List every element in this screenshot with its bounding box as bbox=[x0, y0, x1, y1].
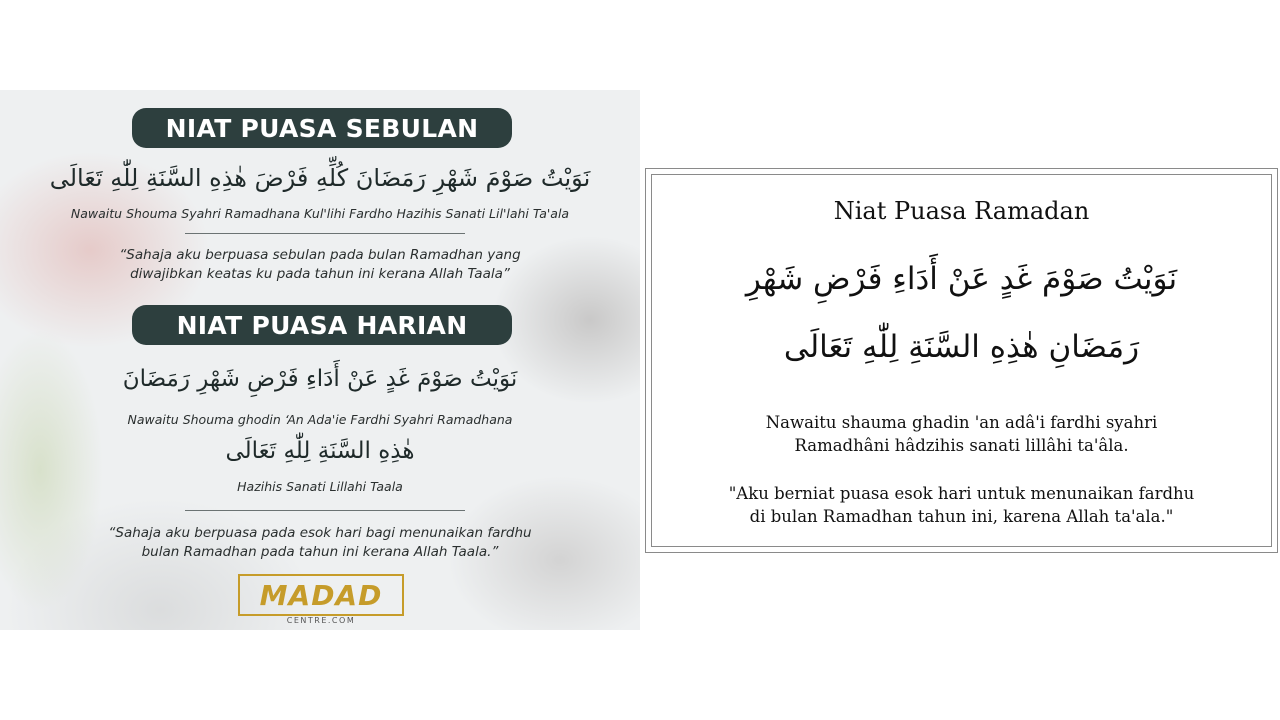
divider bbox=[185, 233, 465, 234]
transliteration-niat-harian-line2: Hazihis Sanati Lillahi Taala bbox=[237, 479, 403, 494]
madad-logo-subtitle: CENTRE.COM bbox=[286, 616, 356, 625]
madad-logo: MADAD bbox=[238, 574, 404, 616]
card-arabic-line1: نَوَيْتُ صَوْمَ غَدٍ عَنْ أَدَاءِ فَرْضِ شَهْرِ bbox=[745, 261, 1178, 297]
arabic-niat-sebulan: نَوَيْتُ صَوْمَ شَهْرِ رَمَضَانَ كُلِّهِ فَرْضَ هٰذِهِ السَّنَةِ لِلّٰهِ تَعَالَى bbox=[49, 164, 591, 192]
heading-niat-puasa-harian: NIAT PUASA HARIAN bbox=[132, 305, 512, 345]
arabic-niat-harian-line1: نَوَيْتُ صَوْمَ غَدٍ عَنْ أَدَاءِ فَرْضِ شَهْرِ رَمَضَانَ bbox=[122, 366, 518, 392]
niat-puasa-poster bbox=[0, 90, 640, 630]
niat-puasa-ramadan-card bbox=[645, 168, 1278, 553]
card-title: Niat Puasa Ramadan bbox=[833, 197, 1090, 225]
transliteration-niat-sebulan: Nawaitu Shouma Syahri Ramadhana Kul'lihi Fardho Hazihis Sanati Lil'lahi Ta'ala bbox=[70, 206, 570, 221]
card-transliteration: Nawaitu shauma ghadin 'an adâ'i fardhi syahri Ramadhâni hâdzihis sanati lillâhi ta'âla. bbox=[765, 413, 1158, 455]
arabic-niat-harian-line2: هٰذِهِ السَّنَةِ لِلّٰهِ تَعَالَى bbox=[225, 438, 415, 464]
card-meaning: "Aku berniat puasa esok hari untuk menunaikan fardhu di bulan Ramadhan tahun ini, karena Allah ta'ala." bbox=[728, 484, 1195, 526]
meaning-niat-harian: “Sahaja aku berpuasa pada esok hari bagi menunaikan fardhu bulan Ramadhan pada tahun ini kerana Allah Taala.” bbox=[108, 525, 532, 560]
transliteration-niat-harian-line1: Nawaitu Shouma ghodin ‘An Ada'ie Fardhi Syahri Ramadhana bbox=[127, 412, 513, 427]
card-arabic-line2: رَمَضَانِ هٰذِهِ السَّنَةِ لِلّٰهِ تَعَالَى bbox=[783, 329, 1140, 365]
meaning-niat-sebulan: “Sahaja aku berpuasa sebulan pada bulan Ramadhan yang diwajibkan keatas ku pada tahun ini kerana Allah Taala” bbox=[119, 247, 521, 282]
heading-niat-puasa-sebulan: NIAT PUASA SEBULAN bbox=[132, 108, 512, 148]
divider bbox=[185, 510, 465, 511]
